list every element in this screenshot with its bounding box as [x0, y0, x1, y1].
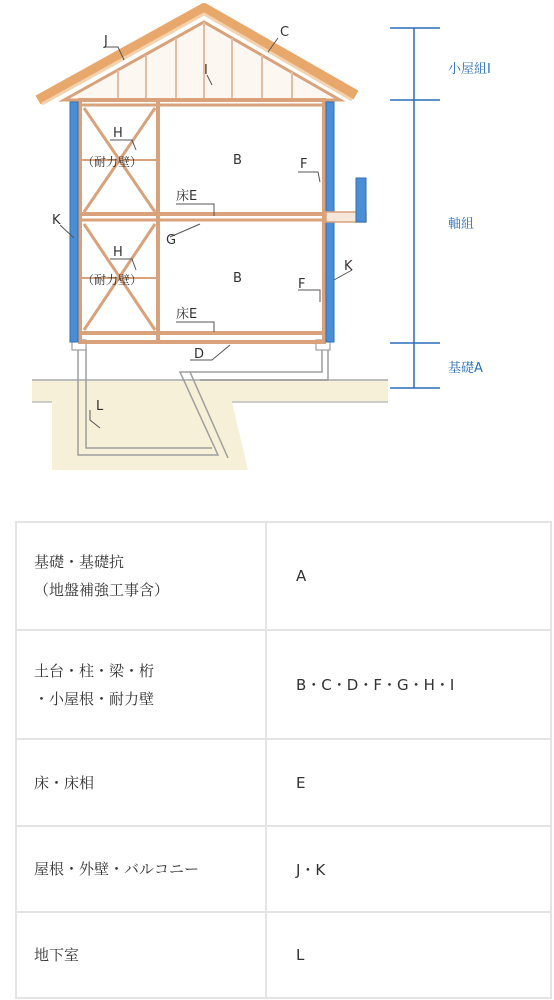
row-name-line: 屋根・外壁・バルコニー	[34, 860, 200, 878]
label-e-lower: 床E	[176, 307, 198, 322]
label-f-upper: F	[300, 157, 308, 172]
table-row	[16, 826, 551, 912]
table-row	[16, 522, 551, 630]
row-value: J・K	[266, 826, 551, 912]
row-name	[16, 739, 266, 826]
row-name-line: 床・床相	[34, 773, 95, 792]
row-name	[16, 912, 266, 998]
label-j: J	[104, 34, 108, 49]
section-kiso: 基礎A	[448, 361, 483, 376]
label-b-upper: B	[233, 153, 242, 168]
row-name-line: ・小屋根・耐力壁	[34, 689, 155, 708]
section-jikugumi: 軸組	[448, 217, 475, 232]
label-l: L	[96, 399, 104, 414]
table-row	[16, 739, 551, 826]
label-f-lower: F	[298, 277, 306, 292]
section-brackets	[390, 28, 440, 388]
label-h-lower: H	[113, 245, 123, 260]
section-koyagumi: 小屋組Ⅰ	[448, 62, 491, 77]
row-value: L	[266, 912, 551, 998]
label-k-right: K	[344, 259, 353, 274]
row-name	[16, 522, 266, 630]
label-d: D	[194, 347, 205, 362]
row-name-line: 土台・柱・梁・桁	[34, 661, 155, 680]
exterior-walls	[70, 102, 334, 342]
label-h-upper: H	[113, 126, 123, 141]
row-name-line: （地盤補強工事含）	[34, 581, 170, 599]
label-g: G	[166, 233, 177, 248]
row-value: E	[266, 739, 551, 826]
label-e-upper: 床E	[176, 189, 198, 204]
table-row	[16, 630, 551, 739]
label-taishin-upper: （耐力壁）	[82, 155, 143, 169]
label-i: I	[204, 63, 208, 78]
structure-table	[15, 521, 552, 999]
row-name-line: 基礎・基礎抗	[34, 553, 125, 571]
row-name	[16, 826, 266, 912]
roof	[38, 8, 356, 104]
label-c: C	[280, 25, 290, 40]
label-b-lower: B	[233, 271, 242, 286]
row-name-line: 地下室	[34, 946, 80, 964]
row-name	[16, 630, 266, 739]
table-row	[16, 912, 551, 998]
label-taishin-lower: （耐力壁）	[82, 273, 143, 287]
row-value: A	[266, 522, 551, 630]
row-value: B・C・D・F・G・H・I	[266, 630, 551, 739]
label-k-left: K	[52, 213, 61, 228]
